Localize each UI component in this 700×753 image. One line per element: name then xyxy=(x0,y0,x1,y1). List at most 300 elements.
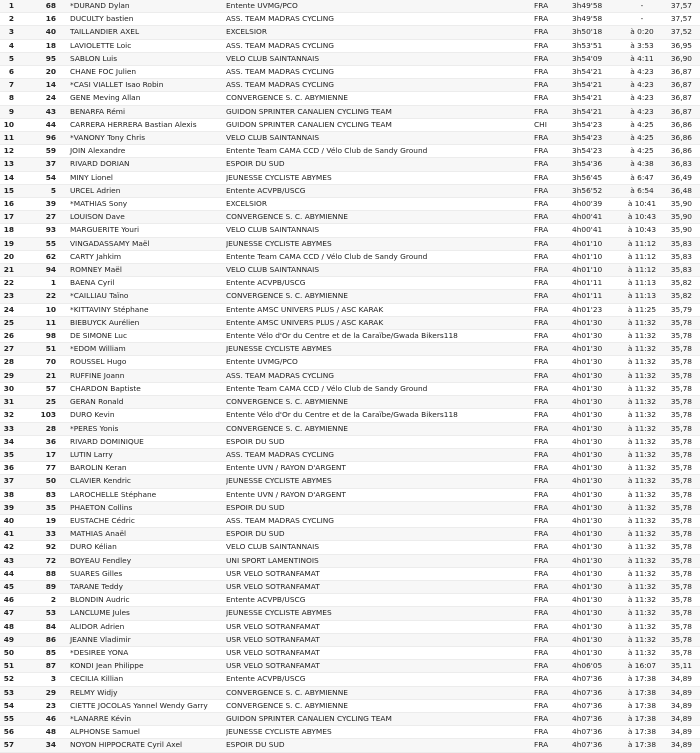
team-cell: Entente Team CAMA CCD / Vélo Club de Sandy Ground xyxy=(226,250,534,263)
speed-cell: 36,48 xyxy=(662,184,700,197)
rider-name-cell: *CASI VIALLET Isao Robin xyxy=(66,79,226,92)
time-cell: 4h00'41 xyxy=(572,224,622,237)
bib-cell: 17 xyxy=(28,448,66,461)
nationality-cell: FRA xyxy=(534,554,572,567)
nationality-cell: FRA xyxy=(534,250,572,263)
nationality-cell: FRA xyxy=(534,277,572,290)
bib-cell: 43 xyxy=(28,105,66,118)
table-row xyxy=(0,66,700,79)
rider-name-cell: DE SIMONE Luc xyxy=(66,330,226,343)
table-row xyxy=(0,541,700,554)
speed-cell: 35,82 xyxy=(662,290,700,303)
gap-cell: à 11:32 xyxy=(622,330,662,343)
rider-name-cell: BIEBUYCK Aurélien xyxy=(66,316,226,329)
rider-name-cell: TAILLANDIER AXEL xyxy=(66,26,226,39)
rider-name-cell: *LANARRE Kévin xyxy=(66,712,226,725)
gap-cell: à 11:32 xyxy=(622,594,662,607)
bib-cell: 95 xyxy=(28,52,66,65)
rank-cell: 27 xyxy=(0,343,28,356)
bib-cell: 68 xyxy=(28,0,66,13)
gap-cell: à 17:38 xyxy=(622,673,662,686)
gap-cell: à 16:07 xyxy=(622,660,662,673)
rider-name-cell: *VANONY Tony Chris xyxy=(66,132,226,145)
gap-cell: à 11:12 xyxy=(622,237,662,250)
rider-name-cell: LOUISON Dave xyxy=(66,211,226,224)
speed-cell: 35,78 xyxy=(662,501,700,514)
rider-name-cell: CARRERA HERRERA Bastian Alexis xyxy=(66,118,226,131)
nationality-cell: FRA xyxy=(534,633,572,646)
table-row xyxy=(0,343,700,356)
gap-cell: à 11:32 xyxy=(622,646,662,659)
gap-cell: à 11:32 xyxy=(622,382,662,395)
rider-name-cell: BAROLIN Keran xyxy=(66,462,226,475)
table-row xyxy=(0,92,700,105)
rank-cell: 30 xyxy=(0,382,28,395)
time-cell: 4h01'30 xyxy=(572,646,622,659)
rank-cell: 12 xyxy=(0,145,28,158)
nationality-cell: FRA xyxy=(534,580,572,593)
rank-cell: 55 xyxy=(0,712,28,725)
table-row xyxy=(0,303,700,316)
table-row xyxy=(0,726,700,739)
rank-cell: 51 xyxy=(0,660,28,673)
rider-name-cell: SUARES Gilles xyxy=(66,567,226,580)
bib-cell: 59 xyxy=(28,145,66,158)
rider-name-cell: LAVIOLETTE Loic xyxy=(66,39,226,52)
nationality-cell: FRA xyxy=(534,541,572,554)
gap-cell: à 11:32 xyxy=(622,343,662,356)
time-cell: 4h01'30 xyxy=(572,343,622,356)
rank-cell: 24 xyxy=(0,303,28,316)
gap-cell: à 11:12 xyxy=(622,250,662,263)
nationality-cell: FRA xyxy=(534,448,572,461)
rank-cell: 32 xyxy=(0,409,28,422)
rank-cell: 22 xyxy=(0,277,28,290)
rider-name-cell: SABLON Luis xyxy=(66,52,226,65)
speed-cell: 35,11 xyxy=(662,660,700,673)
team-cell: UNI SPORT LAMENTINOIS xyxy=(226,554,534,567)
team-cell: USR VELO SOTRANFAMAT xyxy=(226,660,534,673)
time-cell: 4h01'30 xyxy=(572,554,622,567)
bib-cell: 48 xyxy=(28,726,66,739)
bib-cell: 35 xyxy=(28,501,66,514)
rider-name-cell: MARGUERITE Youri xyxy=(66,224,226,237)
rank-cell: 6 xyxy=(0,66,28,79)
table-row xyxy=(0,184,700,197)
bib-cell: 98 xyxy=(28,330,66,343)
team-cell: Entente UVMG/PCO xyxy=(226,0,534,13)
nationality-cell: FRA xyxy=(534,528,572,541)
gap-cell: à 11:13 xyxy=(622,277,662,290)
bib-cell: 27 xyxy=(28,211,66,224)
time-cell: 4h01'30 xyxy=(572,633,622,646)
bib-cell: 62 xyxy=(28,250,66,263)
table-row xyxy=(0,250,700,263)
gap-cell: - xyxy=(622,13,662,26)
rank-cell: 29 xyxy=(0,369,28,382)
time-cell: 4h07'36 xyxy=(572,673,622,686)
speed-cell: 35,78 xyxy=(662,580,700,593)
nationality-cell: FRA xyxy=(534,224,572,237)
team-cell: CONVERGENCE S. C. ABYMIENNE xyxy=(226,290,534,303)
gap-cell: à 6:47 xyxy=(622,171,662,184)
rider-name-cell: GENE Meving Allan xyxy=(66,92,226,105)
time-cell: 4h01'30 xyxy=(572,475,622,488)
bib-cell: 40 xyxy=(28,26,66,39)
table-row xyxy=(0,448,700,461)
time-cell: 4h01'30 xyxy=(572,422,622,435)
speed-cell: 35,78 xyxy=(662,567,700,580)
team-cell: CONVERGENCE S. C. ABYMIENNE xyxy=(226,211,534,224)
team-cell: Entente Team CAMA CCD / Vélo Club de Sandy Ground xyxy=(226,145,534,158)
gap-cell: à 11:25 xyxy=(622,303,662,316)
rider-name-cell: NOYON HIPPOCRATE Cyril Axel xyxy=(66,739,226,752)
table-row xyxy=(0,475,700,488)
table-row xyxy=(0,171,700,184)
rank-cell: 18 xyxy=(0,224,28,237)
table-row xyxy=(0,356,700,369)
time-cell: 4h01'30 xyxy=(572,409,622,422)
table-row xyxy=(0,673,700,686)
team-cell: GUIDON SPRINTER CANALIEN CYCLING TEAM xyxy=(226,105,534,118)
rider-name-cell: JEANNE Vladimir xyxy=(66,633,226,646)
nationality-cell: FRA xyxy=(534,514,572,527)
bib-cell: 87 xyxy=(28,660,66,673)
gap-cell: à 11:32 xyxy=(622,316,662,329)
speed-cell: 35,78 xyxy=(662,369,700,382)
speed-cell: 35,78 xyxy=(662,409,700,422)
rider-name-cell: PHAETON Collins xyxy=(66,501,226,514)
nationality-cell: FRA xyxy=(534,92,572,105)
bib-cell: 28 xyxy=(28,422,66,435)
time-cell: 4h01'30 xyxy=(572,488,622,501)
gap-cell: à 11:32 xyxy=(622,633,662,646)
gap-cell: à 4:23 xyxy=(622,79,662,92)
team-cell: EXCELSIOR xyxy=(226,198,534,211)
bib-cell: 37 xyxy=(28,158,66,171)
table-row xyxy=(0,132,700,145)
table-row xyxy=(0,620,700,633)
time-cell: 4h07'36 xyxy=(572,712,622,725)
speed-cell: 35,78 xyxy=(662,488,700,501)
speed-cell: 36,90 xyxy=(662,52,700,65)
team-cell: Entente UVN / RAYON D'ARGENT xyxy=(226,488,534,501)
bib-cell: 20 xyxy=(28,66,66,79)
team-cell: ASS. TEAM MADRAS CYCLING xyxy=(226,369,534,382)
rank-cell: 33 xyxy=(0,422,28,435)
table-row xyxy=(0,514,700,527)
rank-cell: 45 xyxy=(0,580,28,593)
table-row xyxy=(0,686,700,699)
speed-cell: 35,78 xyxy=(662,607,700,620)
time-cell: 4h01'23 xyxy=(572,303,622,316)
gap-cell: à 11:32 xyxy=(622,620,662,633)
table-row xyxy=(0,52,700,65)
table-row xyxy=(0,554,700,567)
nationality-cell: FRA xyxy=(534,330,572,343)
speed-cell: 35,78 xyxy=(662,475,700,488)
bib-cell: 53 xyxy=(28,607,66,620)
time-cell: 4h06'05 xyxy=(572,660,622,673)
table-row xyxy=(0,462,700,475)
rank-cell: 15 xyxy=(0,184,28,197)
rider-name-cell: ALIDOR Adrien xyxy=(66,620,226,633)
nationality-cell: FRA xyxy=(534,264,572,277)
bib-cell: 70 xyxy=(28,356,66,369)
time-cell: 4h01'30 xyxy=(572,567,622,580)
nationality-cell: FRA xyxy=(534,356,572,369)
team-cell: Entente ACVPB/USCG xyxy=(226,184,534,197)
rank-cell: 37 xyxy=(0,475,28,488)
nationality-cell: FRA xyxy=(534,382,572,395)
gap-cell: à 11:12 xyxy=(622,264,662,277)
speed-cell: 35,83 xyxy=(662,250,700,263)
nationality-cell: FRA xyxy=(534,369,572,382)
speed-cell: 35,78 xyxy=(662,343,700,356)
nationality-cell: FRA xyxy=(534,0,572,13)
nationality-cell: FRA xyxy=(534,567,572,580)
rider-name-cell: ROMNEY Maël xyxy=(66,264,226,277)
team-cell: JEUNESSE CYCLISTE ABYMES xyxy=(226,475,534,488)
gap-cell: à 11:32 xyxy=(622,514,662,527)
bib-cell: 50 xyxy=(28,475,66,488)
team-cell: USR VELO SOTRANFAMAT xyxy=(226,567,534,580)
team-cell: ASS. TEAM MADRAS CYCLING xyxy=(226,448,534,461)
table-row xyxy=(0,712,700,725)
rank-cell: 1 xyxy=(0,0,28,13)
rider-name-cell: LAROCHELLE Stéphane xyxy=(66,488,226,501)
bib-cell: 92 xyxy=(28,541,66,554)
gap-cell: à 3:53 xyxy=(622,39,662,52)
table-row xyxy=(0,501,700,514)
table-row xyxy=(0,580,700,593)
rank-cell: 19 xyxy=(0,237,28,250)
bib-cell: 19 xyxy=(28,514,66,527)
table-row xyxy=(0,435,700,448)
rider-name-cell: RUFFINE Joann xyxy=(66,369,226,382)
rank-cell: 50 xyxy=(0,646,28,659)
speed-cell: 35,78 xyxy=(662,514,700,527)
table-row xyxy=(0,382,700,395)
rank-cell: 38 xyxy=(0,488,28,501)
table-row xyxy=(0,158,700,171)
time-cell: 4h01'30 xyxy=(572,594,622,607)
rank-cell: 7 xyxy=(0,79,28,92)
time-cell: 4h01'30 xyxy=(572,528,622,541)
gap-cell: à 11:32 xyxy=(622,580,662,593)
speed-cell: 35,78 xyxy=(662,356,700,369)
nationality-cell: FRA xyxy=(534,211,572,224)
time-cell: 4h01'30 xyxy=(572,514,622,527)
nationality-cell: FRA xyxy=(534,66,572,79)
team-cell: JEUNESSE CYCLISTE ABYMES xyxy=(226,343,534,356)
nationality-cell: FRA xyxy=(534,699,572,712)
time-cell: 3h54'09 xyxy=(572,52,622,65)
team-cell: ESPOIR DU SUD xyxy=(226,501,534,514)
time-cell: 3h54'21 xyxy=(572,79,622,92)
bib-cell: 14 xyxy=(28,79,66,92)
table-row xyxy=(0,409,700,422)
team-cell: ESPOIR DU SUD xyxy=(226,435,534,448)
gap-cell: à 4:23 xyxy=(622,105,662,118)
team-cell: Entente AMSC UNIVERS PLUS / ASC KARAK xyxy=(226,303,534,316)
nationality-cell: FRA xyxy=(534,237,572,250)
nationality-cell: FRA xyxy=(534,475,572,488)
rider-name-cell: BOYEAU Fendley xyxy=(66,554,226,567)
table-row xyxy=(0,567,700,580)
rank-cell: 26 xyxy=(0,330,28,343)
rider-name-cell: LUTIN Larry xyxy=(66,448,226,461)
speed-cell: 35,78 xyxy=(662,448,700,461)
rider-name-cell: BLONDIN Audric xyxy=(66,594,226,607)
team-cell: GUIDON SPRINTER CANALIEN CYCLING TEAM xyxy=(226,118,534,131)
gap-cell: à 10:43 xyxy=(622,211,662,224)
bib-cell: 1 xyxy=(28,277,66,290)
bib-cell: 94 xyxy=(28,264,66,277)
time-cell: 3h54'23 xyxy=(572,145,622,158)
time-cell: 3h56'52 xyxy=(572,184,622,197)
time-cell: 4h01'30 xyxy=(572,541,622,554)
time-cell: 4h07'36 xyxy=(572,699,622,712)
time-cell: 4h07'36 xyxy=(572,726,622,739)
time-cell: 3h54'23 xyxy=(572,118,622,131)
bib-cell: 88 xyxy=(28,567,66,580)
bib-cell: 10 xyxy=(28,303,66,316)
time-cell: 4h01'30 xyxy=(572,369,622,382)
nationality-cell: FRA xyxy=(534,422,572,435)
rider-name-cell: *DURAND Dylan xyxy=(66,0,226,13)
bib-cell: 24 xyxy=(28,92,66,105)
bib-cell: 55 xyxy=(28,237,66,250)
rider-name-cell: KONDI Jean Philippe xyxy=(66,660,226,673)
speed-cell: 36,87 xyxy=(662,66,700,79)
rank-cell: 17 xyxy=(0,211,28,224)
speed-cell: 35,78 xyxy=(662,620,700,633)
speed-cell: 35,78 xyxy=(662,462,700,475)
rider-name-cell: TARANE Teddy xyxy=(66,580,226,593)
team-cell: VELO CLUB SAINTANNAIS xyxy=(226,541,534,554)
bib-cell: 2 xyxy=(28,594,66,607)
rank-cell: 44 xyxy=(0,567,28,580)
rank-cell: 11 xyxy=(0,132,28,145)
time-cell: 4h01'30 xyxy=(572,462,622,475)
time-cell: 4h01'10 xyxy=(572,237,622,250)
speed-cell: 36,83 xyxy=(662,158,700,171)
table-row xyxy=(0,105,700,118)
nationality-cell: FRA xyxy=(534,26,572,39)
nationality-cell: FRA xyxy=(534,105,572,118)
bib-cell: 25 xyxy=(28,396,66,409)
table-row xyxy=(0,594,700,607)
team-cell: CONVERGENCE S. C. ABYMIENNE xyxy=(226,686,534,699)
rider-name-cell: DURO Kélian xyxy=(66,541,226,554)
nationality-cell: FRA xyxy=(534,303,572,316)
rank-cell: 9 xyxy=(0,105,28,118)
team-cell: ASS. TEAM MADRAS CYCLING xyxy=(226,66,534,79)
team-cell: Entente AMSC UNIVERS PLUS / ASC KARAK xyxy=(226,316,534,329)
speed-cell: 36,86 xyxy=(662,118,700,131)
bib-cell: 22 xyxy=(28,290,66,303)
nationality-cell: FRA xyxy=(534,660,572,673)
table-row xyxy=(0,118,700,131)
gap-cell: à 17:38 xyxy=(622,726,662,739)
nationality-cell: FRA xyxy=(534,290,572,303)
speed-cell: 35,78 xyxy=(662,435,700,448)
table-row xyxy=(0,13,700,26)
speed-cell: 35,90 xyxy=(662,224,700,237)
rider-name-cell: MATHIAS Anaël xyxy=(66,528,226,541)
nationality-cell: FRA xyxy=(534,396,572,409)
nationality-cell: FRA xyxy=(534,435,572,448)
rank-cell: 31 xyxy=(0,396,28,409)
time-cell: 3h54'21 xyxy=(572,92,622,105)
rank-cell: 4 xyxy=(0,39,28,52)
rank-cell: 41 xyxy=(0,528,28,541)
table-row xyxy=(0,607,700,620)
rider-name-cell: URCEL Adrien xyxy=(66,184,226,197)
gap-cell: à 11:32 xyxy=(622,554,662,567)
rider-name-cell: CHANE FOC Julien xyxy=(66,66,226,79)
team-cell: Entente ACVPB/USCG xyxy=(226,673,534,686)
table-row xyxy=(0,528,700,541)
team-cell: Entente UVN / RAYON D'ARGENT xyxy=(226,462,534,475)
time-cell: 4h01'30 xyxy=(572,580,622,593)
rank-cell: 28 xyxy=(0,356,28,369)
team-cell: JEUNESSE CYCLISTE ABYMES xyxy=(226,607,534,620)
nationality-cell: FRA xyxy=(534,145,572,158)
rank-cell: 56 xyxy=(0,726,28,739)
time-cell: 4h00'41 xyxy=(572,211,622,224)
nationality-cell: FRA xyxy=(534,52,572,65)
bib-cell: 23 xyxy=(28,699,66,712)
rank-cell: 16 xyxy=(0,198,28,211)
table-row xyxy=(0,330,700,343)
rank-cell: 42 xyxy=(0,541,28,554)
bib-cell: 51 xyxy=(28,343,66,356)
rider-name-cell: ALPHONSE Samuel xyxy=(66,726,226,739)
team-cell: Entente ACVPB/USCG xyxy=(226,277,534,290)
team-cell: VELO CLUB SAINTANNAIS xyxy=(226,132,534,145)
bib-cell: 72 xyxy=(28,554,66,567)
nationality-cell: FRA xyxy=(534,343,572,356)
time-cell: 4h07'36 xyxy=(572,686,622,699)
speed-cell: 37,52 xyxy=(662,26,700,39)
team-cell: USR VELO SOTRANFAMAT xyxy=(226,646,534,659)
rank-cell: 46 xyxy=(0,594,28,607)
speed-cell: 35,83 xyxy=(662,237,700,250)
time-cell: 3h54'21 xyxy=(572,105,622,118)
nationality-cell: FRA xyxy=(534,686,572,699)
nationality-cell: FRA xyxy=(534,316,572,329)
rank-cell: 5 xyxy=(0,52,28,65)
bib-cell: 96 xyxy=(28,132,66,145)
rank-cell: 54 xyxy=(0,699,28,712)
rider-name-cell: CHARDON Baptiste xyxy=(66,382,226,395)
bib-cell: 21 xyxy=(28,369,66,382)
bib-cell: 36 xyxy=(28,435,66,448)
nationality-cell: FRA xyxy=(534,620,572,633)
team-cell: ESPOIR DU SUD xyxy=(226,528,534,541)
table-row xyxy=(0,39,700,52)
gap-cell: à 11:32 xyxy=(622,356,662,369)
rider-name-cell: *KITTAVINY Stéphane xyxy=(66,303,226,316)
speed-cell: 34,89 xyxy=(662,726,700,739)
rider-name-cell: JOIN Alexandre xyxy=(66,145,226,158)
table-row xyxy=(0,237,700,250)
bib-cell: 34 xyxy=(28,739,66,752)
speed-cell: 36,86 xyxy=(662,145,700,158)
speed-cell: 35,78 xyxy=(662,396,700,409)
